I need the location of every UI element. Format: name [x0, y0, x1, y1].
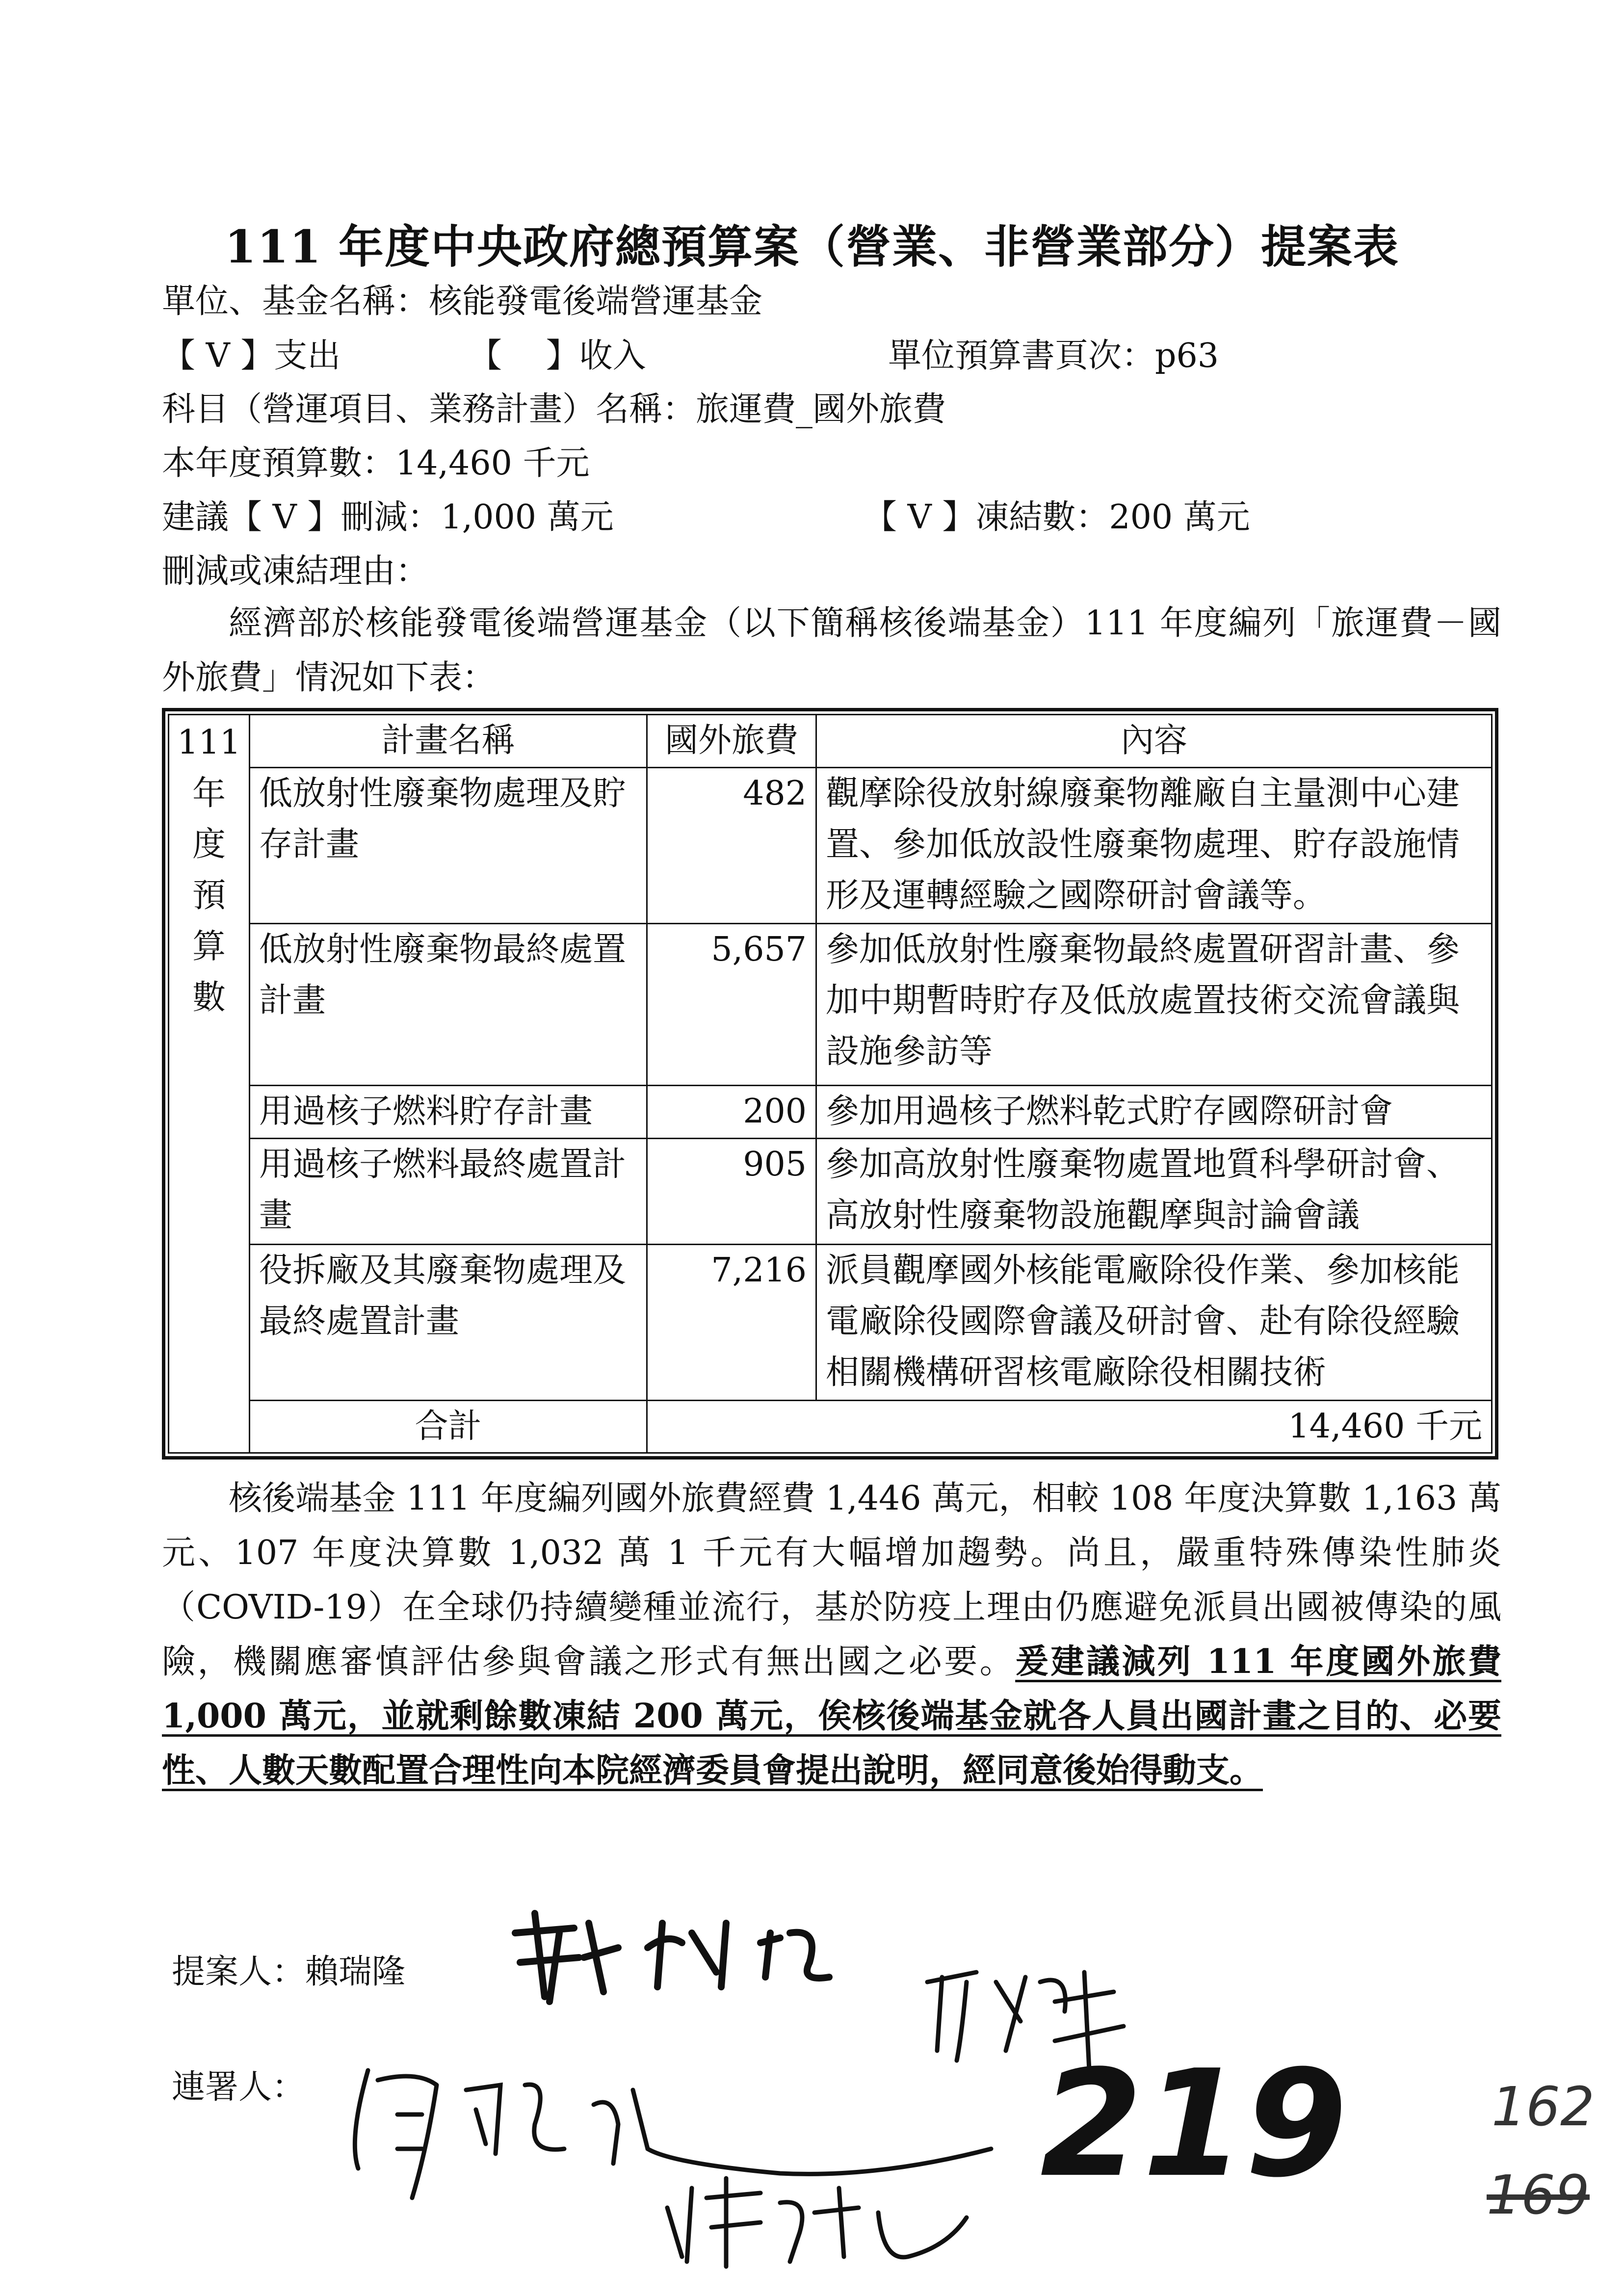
signature-cosigner-3: [653, 2159, 976, 2276]
travel-cost: 905: [647, 1139, 816, 1245]
travel-cost: 482: [647, 768, 816, 924]
signature-proposer: [505, 1904, 849, 2011]
travel-cost: 7,216: [647, 1245, 816, 1401]
side-label-char: 年: [192, 774, 226, 813]
cut-amount: 建議【 V 】刪減：1,000 萬元: [162, 498, 614, 537]
table-row: [169, 1139, 1492, 1245]
header-travel-cost: 國外旅費: [647, 715, 816, 768]
plan-content: 參加用過核子燃料乾式貯存國際研討會: [816, 1086, 1492, 1139]
plan-name: 低放射性廢棄物最終處置計畫: [250, 924, 647, 1086]
header-content: 內容: [816, 715, 1492, 768]
plan-content: 派員觀摩國外核能電廠除役作業、參加核能電廠除役國際會議及研討會、赴有除役經驗相關機構研習核電廠除役相關技術: [816, 1245, 1492, 1401]
margin-note-1: 162: [1492, 2075, 1595, 2138]
header-plan-name: 計畫名稱: [250, 715, 647, 768]
unit-fund-name: 單位、基金名稱：核能發電後端營運基金: [162, 282, 763, 321]
body-paragraph: [162, 1471, 1501, 1798]
side-label-char: 數: [192, 978, 226, 1017]
table-row: [169, 768, 1492, 924]
total-value: 14,460 千元: [647, 1401, 1492, 1453]
page-title: 111 年度中央政府總預算案（營業、非營業部分）提案表: [224, 220, 1400, 273]
budget-page-ref: 單位預算書頁次：p63: [888, 337, 1219, 375]
plan-content: 觀摩除役放射線廢棄物離廠自主量測中心建置、參加低放設性廢棄物處理、貯存設施情形及運轉經驗之國際研討會議等。: [816, 768, 1492, 924]
plan-name: 役拆廠及其廢棄物處理及最終處置計畫: [250, 1245, 647, 1401]
travel-cost: 5,657: [647, 924, 816, 1086]
plan-name: 用過核子燃料貯存計畫: [250, 1086, 647, 1139]
table-row: [169, 1086, 1492, 1139]
budget-table: [162, 708, 1498, 1460]
table-side-label: [169, 715, 250, 1453]
freeze-amount: 【 V 】凍結數：200 萬元: [864, 498, 1250, 537]
cosigner-label: 連署人：: [172, 2068, 306, 2107]
plan-name: 用過核子燃料最終處置計畫: [250, 1139, 647, 1245]
side-label-char: 度: [192, 825, 226, 864]
annual-budget: 本年度預算數：14,460 千元: [162, 444, 590, 483]
table-row: [169, 924, 1492, 1086]
table-row: [169, 1245, 1492, 1401]
side-label-char: 111: [177, 723, 241, 762]
plan-content: 參加高放射性廢棄物處置地質科學研討會、高放射性廢棄物設施觀摩與討論會議: [816, 1139, 1492, 1245]
intro-paragraph: 經濟部於核能發電後端營運基金（以下簡稱核後端基金）111 年度編列「旅運費－國外旅費」情況如下表：: [162, 604, 1501, 697]
proposer-label: 提案人：賴瑞隆: [172, 1953, 406, 1991]
plan-name: 低放射性廢棄物處理及貯存計畫: [250, 768, 647, 924]
main-content: [162, 596, 1501, 1798]
side-label-char: 預: [192, 876, 226, 915]
income-checkbox: 【 】收入: [469, 337, 646, 375]
handwritten-number: 219: [1040, 2038, 1348, 2210]
expense-checkbox: 【 V 】支出: [162, 337, 341, 375]
table-total-row: [169, 1401, 1492, 1453]
reason-label: 刪減或凍結理由：: [162, 552, 429, 591]
margin-note-2: 169: [1487, 2164, 1590, 2226]
side-label-char: 算: [192, 927, 226, 966]
plan-content: 參加低放射性廢棄物最終處置研習計畫、參加中期暫時貯存及低放處置技術交流會議與設施參訪等: [816, 924, 1492, 1086]
total-label: 合計: [250, 1401, 647, 1453]
travel-cost: 200: [647, 1086, 816, 1139]
recommendation-text: 爰建議減列 111 年度國外旅費 1,000 萬元，並就剩餘數凍結 200 萬元，俟核後端基金就各人員出國計畫之目的、必要性、人數天數配置合理性向本院經濟委員會提出說明，經同意後始得動支。: [162, 1642, 1501, 1790]
subject-name: 科目（營運項目、業務計畫）名稱：旅運費_國外旅費: [162, 390, 946, 429]
body-text: 核後端基金 111 年度編列國外旅費經費 1,446 萬元，相較 108 年度決算數 1,163 萬元、107 年度決算數 1,032 萬 1 千元有大幅增加趨勢。尚且，嚴重特殊傳染性肺炎（COVID-19）在全球仍持續變種並流行，基於防疫上理由仍應避免派員出國被傳染的風險，機關應審慎評估參與會議之形式有無出國之必要。: [162, 1479, 1501, 1681]
